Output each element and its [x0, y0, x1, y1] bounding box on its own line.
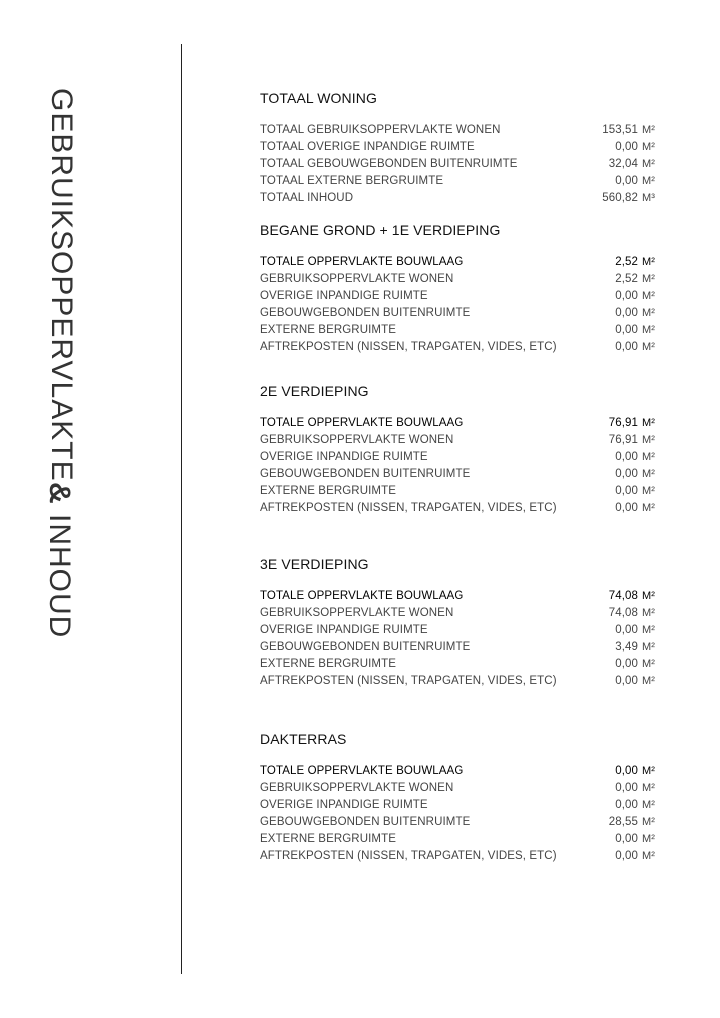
row-label: GEBRUIKSOPPERVLAKTE WONEN — [260, 272, 454, 285]
row-value: 74,08 — [608, 589, 638, 602]
table-row — [260, 604, 660, 621]
section-title: 2E VERDIEPING — [260, 383, 369, 399]
section-rows — [260, 121, 660, 206]
row-label: TOTALE OPPERVLAKTE BOUWLAAG — [260, 589, 464, 602]
row-value: 2,52 — [615, 272, 638, 285]
row-label: GEBOUWGEBONDEN BUITENRUIMTE — [260, 815, 471, 828]
row-value: 0,00 — [615, 289, 638, 302]
row-unit: M² — [642, 623, 656, 636]
row-unit: M² — [642, 606, 656, 619]
table-row — [260, 321, 660, 338]
row-label: EXTERNE BERGRUIMTE — [260, 657, 396, 670]
section-rows — [260, 587, 660, 689]
row-value: 0,00 — [615, 323, 638, 336]
row-unit: M² — [642, 815, 656, 828]
row-unit: M² — [642, 832, 656, 845]
row-label: AFTREKPOSTEN (NISSEN, TRAPGATEN, VIDES, ETC) — [260, 849, 557, 862]
row-label: TOTAAL OVERIGE INPANDIGE RUIMTE — [260, 140, 475, 153]
table-row — [260, 499, 660, 516]
row-unit: M² — [642, 674, 656, 687]
row-unit: M² — [642, 340, 656, 353]
row-unit: M² — [642, 657, 656, 670]
table-row — [260, 189, 660, 206]
row-value: 560,82 — [602, 191, 638, 204]
row-value: 28,55 — [608, 815, 638, 828]
table-row — [260, 482, 660, 499]
row-unit: M² — [642, 174, 656, 187]
row-label: EXTERNE BERGRUIMTE — [260, 323, 396, 336]
row-unit: M² — [642, 306, 656, 319]
row-unit: M² — [642, 433, 656, 446]
row-label: OVERIGE INPANDIGE RUIMTE — [260, 289, 428, 302]
row-unit: M² — [642, 467, 656, 480]
row-value: 0,00 — [615, 832, 638, 845]
row-value: 0,00 — [615, 484, 638, 497]
row-unit: M² — [642, 798, 656, 811]
section-rows — [260, 414, 660, 516]
row-label: TOTALE OPPERVLAKTE BOUWLAAG — [260, 255, 464, 268]
table-row — [260, 638, 660, 655]
row-label: GEBRUIKSOPPERVLAKTE WONEN — [260, 781, 454, 794]
row-value: 0,00 — [615, 140, 638, 153]
row-label: TOTAAL INHOUD — [260, 191, 354, 204]
table-row — [260, 121, 660, 138]
table-row — [260, 655, 660, 672]
row-value: 0,00 — [615, 467, 638, 480]
table-row — [260, 448, 660, 465]
row-unit: M² — [642, 764, 656, 777]
row-unit: M² — [642, 501, 656, 514]
table-row — [260, 155, 660, 172]
row-value: 0,00 — [615, 501, 638, 514]
row-unit: M² — [642, 781, 656, 794]
row-label: TOTAAL GEBRUIKSOPPERVLAKTE WONEN — [260, 123, 501, 136]
row-label: AFTREKPOSTEN (NISSEN, TRAPGATEN, VIDES, ETC) — [260, 674, 557, 687]
row-label: TOTALE OPPERVLAKTE BOUWLAAG — [260, 764, 464, 777]
row-value: 32,04 — [608, 157, 638, 170]
row-value: 76,91 — [608, 416, 638, 429]
row-label: GEBOUWGEBONDEN BUITENRUIMTE — [260, 640, 471, 653]
side-title-line1: GEBRUIKSOPPERVLAKTE — [45, 88, 78, 482]
row-value: 0,00 — [615, 657, 638, 670]
row-value: 0,00 — [615, 764, 638, 777]
row-value: 0,00 — [615, 340, 638, 353]
vertical-divider — [181, 44, 182, 974]
row-unit: M² — [642, 484, 656, 497]
table-row — [260, 304, 660, 321]
row-value: 0,00 — [615, 781, 638, 794]
row-value: 0,00 — [615, 174, 638, 187]
side-title-line2 — [44, 482, 74, 638]
row-label: OVERIGE INPANDIGE RUIMTE — [260, 450, 428, 463]
table-row — [260, 338, 660, 355]
row-label: AFTREKPOSTEN (NISSEN, TRAPGATEN, VIDES, ETC) — [260, 501, 557, 514]
total-row — [260, 253, 660, 270]
total-row — [260, 414, 660, 431]
row-label: OVERIGE INPANDIGE RUIMTE — [260, 798, 428, 811]
row-label: OVERIGE INPANDIGE RUIMTE — [260, 623, 428, 636]
row-value: 2,52 — [615, 255, 638, 268]
row-value: 153,51 — [602, 123, 638, 136]
row-value: 0,00 — [615, 450, 638, 463]
total-row — [260, 762, 660, 779]
row-label: GEBRUIKSOPPERVLAKTE WONEN — [260, 433, 454, 446]
side-title-line2-text: INHOUD — [43, 504, 76, 638]
row-value: 0,00 — [615, 798, 638, 811]
section-dakterras — [260, 729, 660, 864]
table-row — [260, 465, 660, 482]
row-unit: M² — [642, 416, 656, 429]
section-3e-verdieping — [260, 554, 660, 689]
section-rows — [260, 762, 660, 864]
table-row — [260, 270, 660, 287]
row-value: 3,49 — [615, 640, 638, 653]
row-unit: M² — [642, 255, 656, 268]
table-row — [260, 813, 660, 830]
row-label: EXTERNE BERGRUIMTE — [260, 484, 396, 497]
row-unit: M² — [642, 589, 656, 602]
row-unit: M² — [642, 140, 656, 153]
table-row — [260, 672, 660, 689]
table-row — [260, 431, 660, 448]
section-totaal-woning — [260, 88, 660, 206]
side-title-ampersand: & — [43, 481, 76, 505]
table-row — [260, 138, 660, 155]
section-title: 3E VERDIEPING — [260, 556, 369, 572]
row-label: TOTAAL EXTERNE BERGRUIMTE — [260, 174, 444, 187]
table-row — [260, 796, 660, 813]
row-unit: M² — [642, 450, 656, 463]
row-unit: M² — [642, 323, 656, 336]
row-label: GEBOUWGEBONDEN BUITENRUIMTE — [260, 306, 471, 319]
table-row — [260, 287, 660, 304]
section-2e-verdieping — [260, 381, 660, 516]
row-label: EXTERNE BERGRUIMTE — [260, 832, 396, 845]
section-title: BEGANE GROND + 1E VERDIEPING — [260, 222, 501, 238]
row-label: AFTREKPOSTEN (NISSEN, TRAPGATEN, VIDES, ETC) — [260, 340, 557, 353]
row-value: 0,00 — [615, 306, 638, 319]
row-unit: M² — [642, 157, 656, 170]
row-label: GEBRUIKSOPPERVLAKTE WONEN — [260, 606, 454, 619]
row-value: 76,91 — [608, 433, 638, 446]
row-unit: M² — [642, 640, 656, 653]
row-unit: M² — [642, 849, 656, 862]
table-row — [260, 779, 660, 796]
row-unit: M² — [642, 289, 656, 302]
section-rows — [260, 253, 660, 355]
row-label: TOTAAL GEBOUWGEBONDEN BUITENRUIMTE — [260, 157, 518, 170]
row-value: 0,00 — [615, 849, 638, 862]
row-value: 0,00 — [615, 623, 638, 636]
row-value: 0,00 — [615, 674, 638, 687]
side-title — [44, 88, 76, 638]
row-value: 74,08 — [608, 606, 638, 619]
row-label: GEBOUWGEBONDEN BUITENRUIMTE — [260, 467, 471, 480]
table-row — [260, 830, 660, 847]
section-title: TOTAAL WONING — [260, 90, 377, 106]
table-row — [260, 621, 660, 638]
section-title: DAKTERRAS — [260, 731, 347, 747]
row-unit: M² — [642, 272, 656, 285]
row-unit: M² — [642, 123, 656, 136]
section-begane-grond — [260, 220, 660, 355]
row-unit: M³ — [642, 191, 656, 204]
table-row — [260, 172, 660, 189]
total-row — [260, 587, 660, 604]
table-row — [260, 847, 660, 864]
row-label: TOTALE OPPERVLAKTE BOUWLAAG — [260, 416, 464, 429]
